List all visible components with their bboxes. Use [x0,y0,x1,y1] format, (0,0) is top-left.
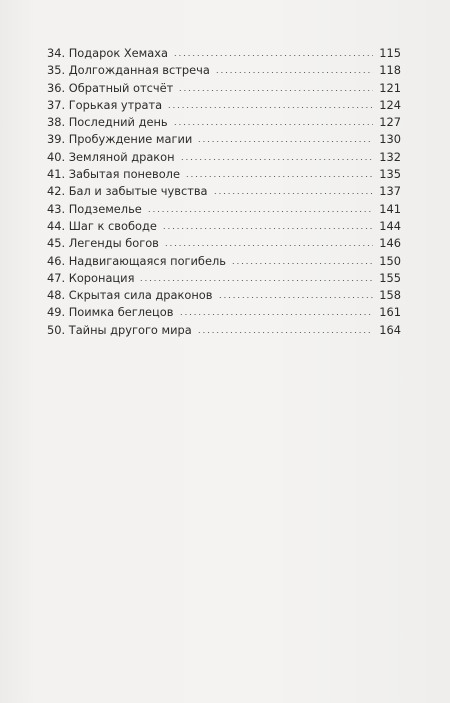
toc-entry [47,114,401,131]
toc-entry-title: 34. Подарок Хемаха [47,46,168,60]
toc-entry-title: 39. Пробуждение магии [47,132,193,147]
toc-entry-title: 50. Тайны другого мира [47,322,192,337]
toc-entry-page: 144 [379,218,401,233]
toc-entry-title: 37. Горькая утрата [47,97,163,112]
toc-entry-page: 135 [379,167,401,182]
toc-entry-title: 47. Коронация [47,270,135,285]
toc-entry-page: 115 [379,46,401,60]
toc-entry-page: 141 [379,201,401,216]
toc-entry [47,80,401,97]
toc-entry-page: 164 [379,322,401,337]
toc-entry-title: 42. Бал и забытые чувства [47,184,208,199]
toc-entry [47,131,401,148]
toc-entry-page: 146 [379,236,401,251]
toc-entry-title: 41. Забытая поневоле [47,167,180,182]
toc-entry-page: 121 [379,80,401,95]
dot-leader [173,55,373,56]
toc-entry-page: 127 [379,115,401,130]
toc-entry [47,287,401,304]
dot-leader [185,176,373,177]
toc-entry-page: 155 [379,270,401,285]
dot-leader [180,159,373,160]
toc-entry [47,183,401,200]
dot-leader [213,193,373,194]
toc-entry-title: 48. Скрытая сила драконов [47,288,213,303]
dot-leader [179,314,374,315]
toc-entry [47,270,401,287]
dot-leader [173,124,373,125]
toc-entry-title: 46. Надвигающаяся погибель [47,253,226,268]
dot-leader [167,107,373,108]
dot-leader [139,280,373,281]
toc-entry-page: 130 [379,132,401,147]
table-of-contents [47,45,401,339]
toc-entry-title: 35. Долгожданная встреча [47,63,210,78]
toc-entry-page: 161 [379,305,401,320]
toc-entry [47,149,401,166]
toc-entry-title: 45. Легенды богов [47,236,159,251]
toc-entry-page: 137 [379,184,401,199]
dot-leader [231,263,373,264]
dot-leader [164,245,373,246]
toc-entry [47,97,401,114]
toc-entry-page: 132 [379,149,401,164]
toc-entry [47,62,401,79]
toc-entry [47,253,401,270]
toc-entry-page: 124 [379,97,401,112]
dot-leader [197,141,373,142]
toc-entry-page: 158 [379,288,401,303]
toc-entry-title: 44. Шаг к свободе [47,218,157,233]
toc-entry-title: 43. Подземелье [47,201,142,216]
toc-entry-title: 49. Поимка беглецов [47,305,174,320]
toc-entry-title: 38. Последний день [47,115,168,130]
toc-entry-page: 150 [379,253,401,268]
dot-leader [215,72,373,73]
toc-entry-page: 118 [379,63,401,78]
dot-leader [147,211,373,212]
dot-leader [218,297,374,298]
toc-entry [47,235,401,252]
toc-entry [47,304,401,321]
dot-leader [197,332,373,333]
toc-entry [47,218,401,235]
toc-entry [47,322,401,339]
toc-entry [47,166,401,183]
toc-entry [47,45,401,62]
toc-entry-title: 36. Обратный отсчёт [47,80,174,95]
toc-entry [47,201,401,218]
dot-leader [162,228,373,229]
dot-leader [178,90,373,91]
toc-entry-title: 40. Земляной дракон [47,149,175,164]
